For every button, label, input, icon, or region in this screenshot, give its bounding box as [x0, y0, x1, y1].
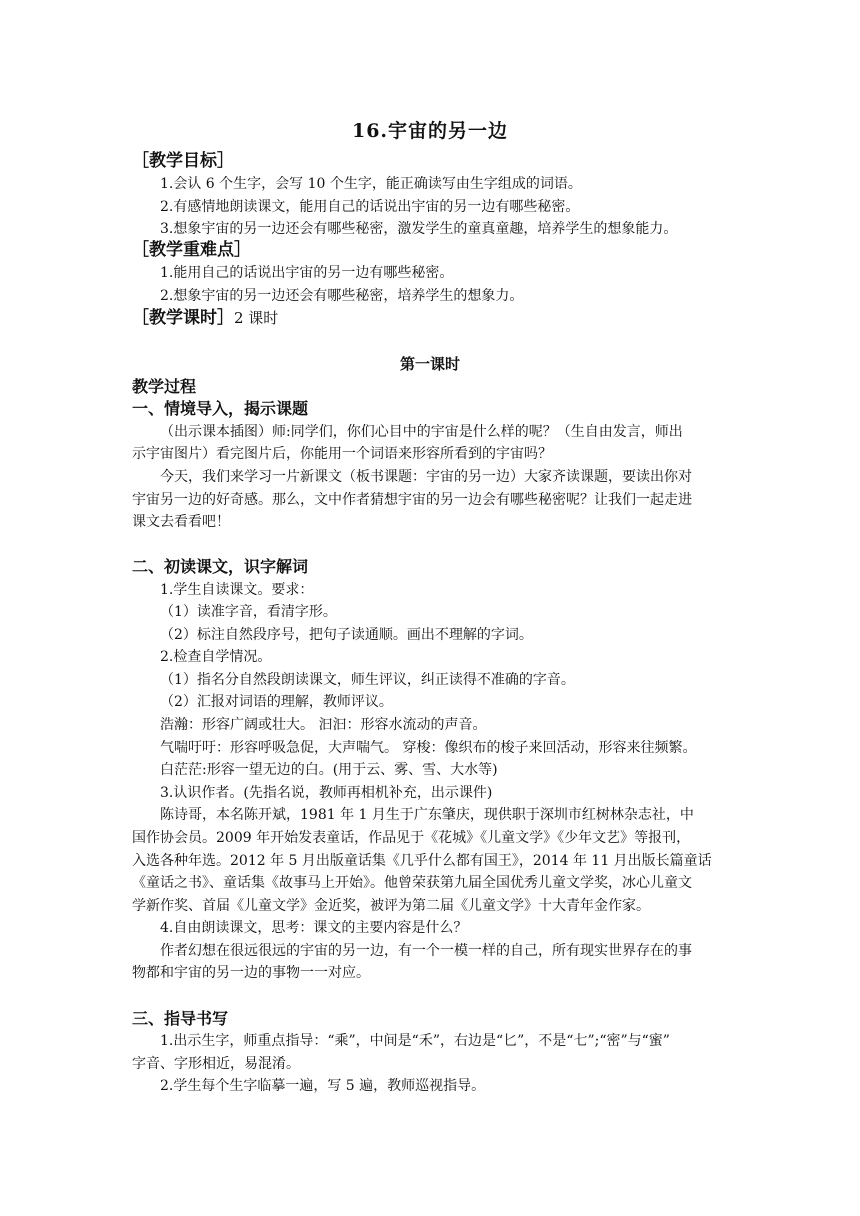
- paragraph-line: 浩瀚：形容广阔或壮大。 汩汩：形容水流动的声音。: [160, 717, 487, 733]
- paragraph-line: 《童话之书》、童话集《故事马上开始》。他曾荣获第九届全国优秀儿童文学奖，冰心儿童文: [132, 875, 692, 891]
- paragraph-line: 作者幻想在很远很远的宇宙的另一边，有一个一模一样的自己，所有现实世界存在的事: [160, 943, 692, 959]
- goals-item: 2.有感情地朗读课文，能用自己的话说出宇宙的另一边有哪些秘密。: [160, 199, 580, 215]
- paragraph-line: 国作协会员。2009 年开始发表童话，作品见于《花城》《儿童文学》《少年文艺》等报刊，: [132, 830, 691, 846]
- paragraph-line: 物都和宇宙的另一边的事物一一对应。: [132, 965, 370, 981]
- paragraph-line: 2.学生每个生字临摹一遍，写 5 遍，教师巡视指导。: [160, 1078, 486, 1094]
- paragraph-line: 陈诗哥，本名陈开斌，1981 年 1 月生于广东肇庆，现供职于深圳市红树林杂志社，中: [160, 807, 694, 823]
- lesson-heading: 第一课时: [399, 355, 460, 373]
- difficulties-item: 1.能用自己的话说出宇宙的另一边有哪些秘密。: [160, 265, 454, 281]
- paragraph-line: 今天，我们来学习一片新课文（板书课题：宇宙的另一边）大家齐读课题，要读出你对: [160, 469, 692, 485]
- goals-item: 1.会认 6 个生字，会写 10 个生字，能正确读写由生字组成的词语。: [160, 176, 582, 192]
- paragraph-line: 入选各种年选。2012 年 5 月出版童话集《几乎什么都有国王》，2014 年 11 月出版长篇童话: [132, 853, 712, 869]
- paragraph-line: 3.认识作者。(先指名说，教师再相机补充，出示课件): [160, 785, 493, 801]
- difficulties-item: 2.想象宇宙的另一边还会有哪些秘密，培养学生的想象力。: [160, 288, 524, 304]
- paragraph-line: （1）指名分自然段朗读课文，师生评议，纠正读得不准确的字音。: [160, 672, 575, 688]
- paragraph-line: 1.出示生字，师重点指导：“乘”，中间是“禾”，右边是“匕”，不是“七”;“密”与“蜜”: [160, 1033, 670, 1049]
- paragraph-line: （出示课本插图）师:同学们，你们心目中的宇宙是什么样的呢？（生自由发言，师出: [160, 424, 683, 440]
- paragraph-line: 课文去看看吧！: [132, 514, 230, 530]
- paragraph-line: （2）汇报对词语的理解，教师评议。: [160, 694, 393, 710]
- paragraph-line: 宇宙另一边的好奇感。那么，文中作者猜想宇宙的另一边会有哪些秘密呢？让我们一起走进: [132, 492, 692, 508]
- paragraph-line: （1）读准字音，看清字形。: [160, 604, 337, 620]
- document-title: 16.宇宙的另一边: [351, 120, 509, 142]
- paragraph-line: 2.检查自学情况。: [160, 649, 272, 665]
- section-heading: 二、初读课文，识字解词: [132, 557, 309, 576]
- section-heading: 一、情境导入，揭示课题: [132, 399, 309, 418]
- hours-line: [132, 307, 278, 330]
- paragraph-line: 字音、字形相近，易混淆。: [132, 1056, 300, 1072]
- goals-heading: ［教学目标］: [132, 151, 234, 171]
- hours-heading: ［教学课时］: [132, 308, 234, 328]
- paragraph-line: 气喘吁吁：形容呼吸急促，大声喘气。 穿梭：像织布的梭子来回活动，形容来往频繁。: [160, 740, 697, 756]
- paragraph-line: 白茫茫:形容一望无边的白。(用于云、雾、雪、大水等): [160, 762, 498, 778]
- process-heading: 教学过程: [132, 377, 197, 396]
- difficulties-heading: ［教学重难点］: [132, 240, 251, 260]
- paragraph-line: 4.自由朗读课文，思考：课文的主要内容是什么？: [160, 920, 468, 936]
- paragraph-line: 1.学生自读课文。要求：: [160, 582, 314, 598]
- paragraph-line: （2）标注自然段序号，把句子读通顺。画出不理解的字词。: [160, 627, 533, 643]
- section-heading: 三、指导书写: [132, 1009, 229, 1028]
- goals-item: 3.想象宇宙的另一边还会有哪些秘密，激发学生的童真童趣，培养学生的想象能力。: [160, 221, 678, 237]
- hours-value: 2 课时: [234, 309, 279, 327]
- paragraph-line: 示宇宙图片）看完图片后，你能用一个词语来形容所看到的宇宙吗？: [132, 446, 552, 462]
- paragraph-line: 学新作奖、首届《儿童文学》金近奖，被评为第二届《儿童文学》十大青年金作家。: [132, 898, 650, 914]
